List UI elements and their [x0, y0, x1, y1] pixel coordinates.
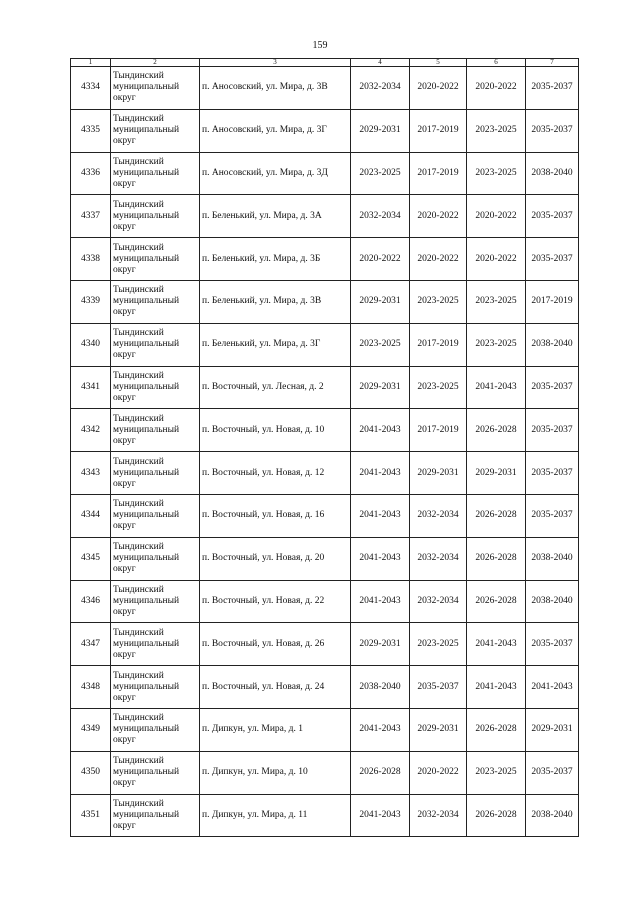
period-col6-cell: 2041-2043: [467, 666, 526, 709]
period-col6-cell: 2026-2028: [467, 708, 526, 751]
address-cell: п. Дипкун, ул. Мира, д. 11: [200, 794, 351, 837]
housing-table: [70, 58, 579, 837]
period-col7-cell: 2035-2037: [526, 67, 579, 110]
period-col5-cell: 2017-2019: [410, 409, 467, 452]
row-number-cell: 4347: [71, 623, 111, 666]
header-row: [71, 59, 579, 67]
period-col4-cell: 2029-2031: [351, 109, 410, 152]
district-cell: Тындинский муниципальный округ: [111, 152, 200, 195]
table-row: [71, 238, 579, 281]
table-row: [71, 452, 579, 495]
period-col5-cell: 2017-2019: [410, 323, 467, 366]
row-number-cell: 4340: [71, 323, 111, 366]
address-cell: п. Восточный, ул. Новая, д. 24: [200, 666, 351, 709]
address-cell: п. Дипкун, ул. Мира, д. 1: [200, 708, 351, 751]
row-number-cell: 4345: [71, 537, 111, 580]
address-cell: п. Аносовский, ул. Мира, д. 3В: [200, 67, 351, 110]
header-cell: 1: [71, 59, 111, 67]
header-cell: 2: [111, 59, 200, 67]
period-col5-cell: 2020-2022: [410, 751, 467, 794]
period-col7-cell: 2038-2040: [526, 323, 579, 366]
table-row: [71, 666, 579, 709]
header-cell: 4: [351, 59, 410, 67]
header-cell: 6: [467, 59, 526, 67]
table-row: [71, 751, 579, 794]
district-cell: Тындинский муниципальный округ: [111, 537, 200, 580]
period-col5-cell: 2023-2025: [410, 366, 467, 409]
address-cell: п. Восточный, ул. Лесная, д. 2: [200, 366, 351, 409]
district-cell: Тындинский муниципальный округ: [111, 409, 200, 452]
row-number-cell: 4339: [71, 280, 111, 323]
period-col6-cell: 2026-2028: [467, 580, 526, 623]
row-number-cell: 4335: [71, 109, 111, 152]
period-col6-cell: 2023-2025: [467, 109, 526, 152]
period-col6-cell: 2020-2022: [467, 238, 526, 281]
table-row: [71, 109, 579, 152]
period-col4-cell: 2020-2022: [351, 238, 410, 281]
period-col6-cell: 2023-2025: [467, 152, 526, 195]
table-row: [71, 409, 579, 452]
period-col7-cell: 2017-2019: [526, 280, 579, 323]
period-col5-cell: 2023-2025: [410, 280, 467, 323]
address-cell: п. Восточный, ул. Новая, д. 10: [200, 409, 351, 452]
district-cell: Тындинский муниципальный округ: [111, 666, 200, 709]
period-col4-cell: 2032-2034: [351, 67, 410, 110]
address-cell: п. Восточный, ул. Новая, д. 12: [200, 452, 351, 495]
row-number-cell: 4342: [71, 409, 111, 452]
period-col5-cell: 2032-2034: [410, 537, 467, 580]
period-col6-cell: 2029-2031: [467, 452, 526, 495]
address-cell: п. Восточный, ул. Новая, д. 16: [200, 494, 351, 537]
period-col5-cell: 2029-2031: [410, 452, 467, 495]
address-cell: п. Дипкун, ул. Мира, д. 10: [200, 751, 351, 794]
row-number-cell: 4350: [71, 751, 111, 794]
table-row: [71, 794, 579, 837]
period-col7-cell: 2038-2040: [526, 537, 579, 580]
period-col7-cell: 2035-2037: [526, 494, 579, 537]
table-row: [71, 580, 579, 623]
address-cell: п. Восточный, ул. Новая, д. 20: [200, 537, 351, 580]
period-col5-cell: 2017-2019: [410, 109, 467, 152]
period-col7-cell: 2035-2037: [526, 452, 579, 495]
header-cell: 5: [410, 59, 467, 67]
table-row: [71, 280, 579, 323]
period-col5-cell: 2020-2022: [410, 195, 467, 238]
row-number-cell: 4344: [71, 494, 111, 537]
district-cell: Тындинский муниципальный округ: [111, 195, 200, 238]
address-cell: п. Восточный, ул. Новая, д. 22: [200, 580, 351, 623]
period-col4-cell: 2041-2043: [351, 794, 410, 837]
period-col4-cell: 2023-2025: [351, 152, 410, 195]
period-col6-cell: 2023-2025: [467, 323, 526, 366]
period-col6-cell: 2020-2022: [467, 195, 526, 238]
period-col5-cell: 2035-2037: [410, 666, 467, 709]
period-col7-cell: 2038-2040: [526, 152, 579, 195]
period-col4-cell: 2026-2028: [351, 751, 410, 794]
period-col6-cell: 2026-2028: [467, 409, 526, 452]
page-number: 159: [312, 40, 328, 51]
period-col4-cell: 2038-2040: [351, 666, 410, 709]
address-cell: п. Беленький, ул. Мира, д. 3А: [200, 195, 351, 238]
header-cell: 3: [200, 59, 351, 67]
period-col4-cell: 2041-2043: [351, 452, 410, 495]
period-col6-cell: 2020-2022: [467, 67, 526, 110]
period-col7-cell: 2035-2037: [526, 409, 579, 452]
header-cell: 7: [526, 59, 579, 67]
period-col5-cell: 2017-2019: [410, 152, 467, 195]
table-row: [71, 623, 579, 666]
period-col7-cell: 2038-2040: [526, 580, 579, 623]
district-cell: Тындинский муниципальный округ: [111, 323, 200, 366]
district-cell: Тындинский муниципальный округ: [111, 623, 200, 666]
period-col4-cell: 2032-2034: [351, 195, 410, 238]
period-col4-cell: 2023-2025: [351, 323, 410, 366]
period-col5-cell: 2020-2022: [410, 238, 467, 281]
row-number-cell: 4343: [71, 452, 111, 495]
period-col4-cell: 2041-2043: [351, 537, 410, 580]
period-col4-cell: 2029-2031: [351, 623, 410, 666]
row-number-cell: 4349: [71, 708, 111, 751]
period-col5-cell: 2032-2034: [410, 794, 467, 837]
address-cell: п. Восточный, ул. Новая, д. 26: [200, 623, 351, 666]
address-cell: п. Беленький, ул. Мира, д. 3В: [200, 280, 351, 323]
period-col7-cell: 2038-2040: [526, 794, 579, 837]
address-cell: п. Аносовский, ул. Мира, д. 3Г: [200, 109, 351, 152]
district-cell: Тындинский муниципальный округ: [111, 67, 200, 110]
period-col4-cell: 2041-2043: [351, 494, 410, 537]
period-col5-cell: 2032-2034: [410, 494, 467, 537]
address-cell: п. Беленький, ул. Мира, д. 3Г: [200, 323, 351, 366]
row-number-cell: 4336: [71, 152, 111, 195]
district-cell: Тындинский муниципальный округ: [111, 280, 200, 323]
row-number-cell: 4337: [71, 195, 111, 238]
period-col7-cell: 2035-2037: [526, 109, 579, 152]
period-col6-cell: 2026-2028: [467, 494, 526, 537]
period-col6-cell: 2041-2043: [467, 366, 526, 409]
table-row: [71, 67, 579, 110]
period-col6-cell: 2026-2028: [467, 794, 526, 837]
table-row: [71, 537, 579, 580]
period-col6-cell: 2023-2025: [467, 751, 526, 794]
period-col4-cell: 2041-2043: [351, 708, 410, 751]
period-col6-cell: 2023-2025: [467, 280, 526, 323]
period-col7-cell: 2035-2037: [526, 238, 579, 281]
row-number-cell: 4348: [71, 666, 111, 709]
period-col5-cell: 2029-2031: [410, 708, 467, 751]
table-row: [71, 708, 579, 751]
period-col5-cell: 2020-2022: [410, 67, 467, 110]
district-cell: Тындинский муниципальный округ: [111, 494, 200, 537]
period-col6-cell: 2041-2043: [467, 623, 526, 666]
row-number-cell: 4346: [71, 580, 111, 623]
period-col7-cell: 2041-2043: [526, 666, 579, 709]
district-cell: Тындинский муниципальный округ: [111, 452, 200, 495]
period-col7-cell: 2035-2037: [526, 751, 579, 794]
period-col7-cell: 2035-2037: [526, 623, 579, 666]
district-cell: Тындинский муниципальный округ: [111, 708, 200, 751]
district-cell: Тындинский муниципальный округ: [111, 238, 200, 281]
period-col4-cell: 2041-2043: [351, 580, 410, 623]
address-cell: п. Беленький, ул. Мира, д. 3Б: [200, 238, 351, 281]
period-col4-cell: 2029-2031: [351, 280, 410, 323]
period-col7-cell: 2035-2037: [526, 195, 579, 238]
period-col5-cell: 2032-2034: [410, 580, 467, 623]
period-col4-cell: 2041-2043: [351, 409, 410, 452]
period-col4-cell: 2029-2031: [351, 366, 410, 409]
address-cell: п. Аносовский, ул. Мира, д. 3Д: [200, 152, 351, 195]
period-col7-cell: 2035-2037: [526, 366, 579, 409]
row-number-cell: 4334: [71, 67, 111, 110]
period-col5-cell: 2023-2025: [410, 623, 467, 666]
period-col7-cell: 2029-2031: [526, 708, 579, 751]
row-number-cell: 4338: [71, 238, 111, 281]
row-number-cell: 4351: [71, 794, 111, 837]
district-cell: Тындинский муниципальный округ: [111, 751, 200, 794]
district-cell: Тындинский муниципальный округ: [111, 109, 200, 152]
table-row: [71, 366, 579, 409]
period-col6-cell: 2026-2028: [467, 537, 526, 580]
district-cell: Тындинский муниципальный округ: [111, 580, 200, 623]
table-row: [71, 152, 579, 195]
district-cell: Тындинский муниципальный округ: [111, 366, 200, 409]
table-row: [71, 494, 579, 537]
table-row: [71, 323, 579, 366]
table-row: [71, 195, 579, 238]
row-number-cell: 4341: [71, 366, 111, 409]
district-cell: Тындинский муниципальный округ: [111, 794, 200, 837]
